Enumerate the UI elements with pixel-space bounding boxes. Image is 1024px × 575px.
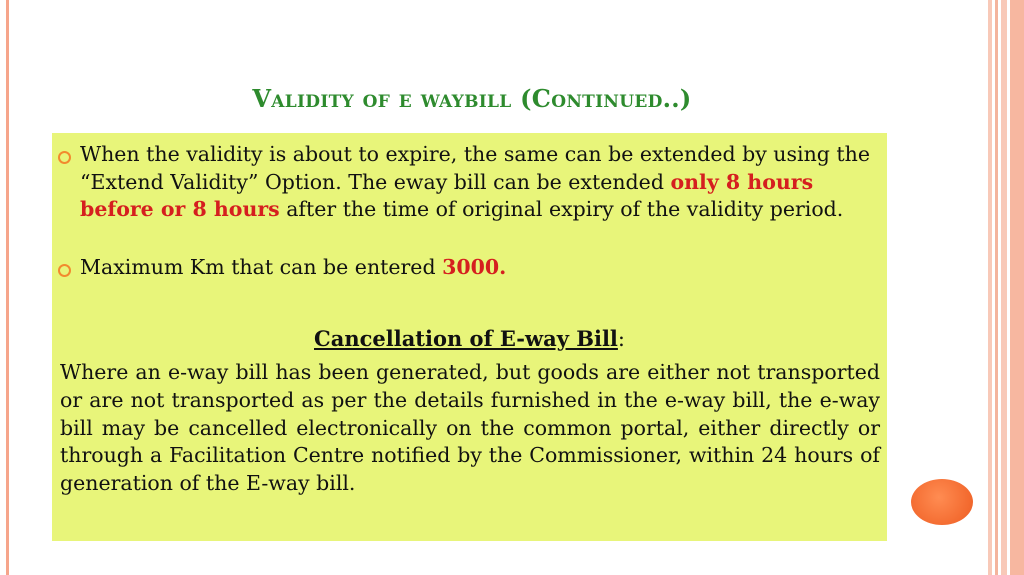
bullet-text: after the time of original expiry of the validity period. — [279, 197, 844, 221]
right-border-stripe — [1010, 0, 1024, 575]
bullet-ring-icon — [58, 151, 71, 164]
left-border-rule — [6, 0, 9, 575]
bullet-text: When the validity is about to expire, the same can be extended by using the “Extend Validity” Option. The eway bill can be extended — [80, 142, 871, 194]
bullet-item — [80, 254, 870, 282]
section-heading-text: Cancellation of E-way Bill — [314, 326, 618, 351]
bullet-text: Maximum Km that can be entered — [80, 255, 443, 279]
decorative-orange-circle — [911, 479, 973, 525]
bullet-highlight: only 8 hours before or 8 hours — [80, 169, 814, 221]
bullet-item — [80, 141, 870, 224]
right-border-stripe — [988, 0, 992, 575]
cancellation-paragraph: Where an e-way bill has been generated, but goods are either not transported or are not transported as per the details furnished in the e-way bill, the e-way bill may be cancelled electronically on the common portal, either directly or through a Facilitation Centre notified by the Commissioner, within 24 hours of generation of the E-way bill. — [60, 360, 880, 496]
bullet-highlight: 3000. — [442, 255, 507, 279]
section-heading-suffix: : — [617, 327, 625, 351]
slide-title: Validity of e waybill (Continued..) — [252, 84, 692, 113]
right-border-stripe — [1001, 0, 1007, 575]
content-box — [52, 133, 887, 541]
right-border-stripe — [995, 0, 998, 575]
bullet-ring-icon — [58, 264, 71, 277]
section-heading — [52, 325, 887, 353]
